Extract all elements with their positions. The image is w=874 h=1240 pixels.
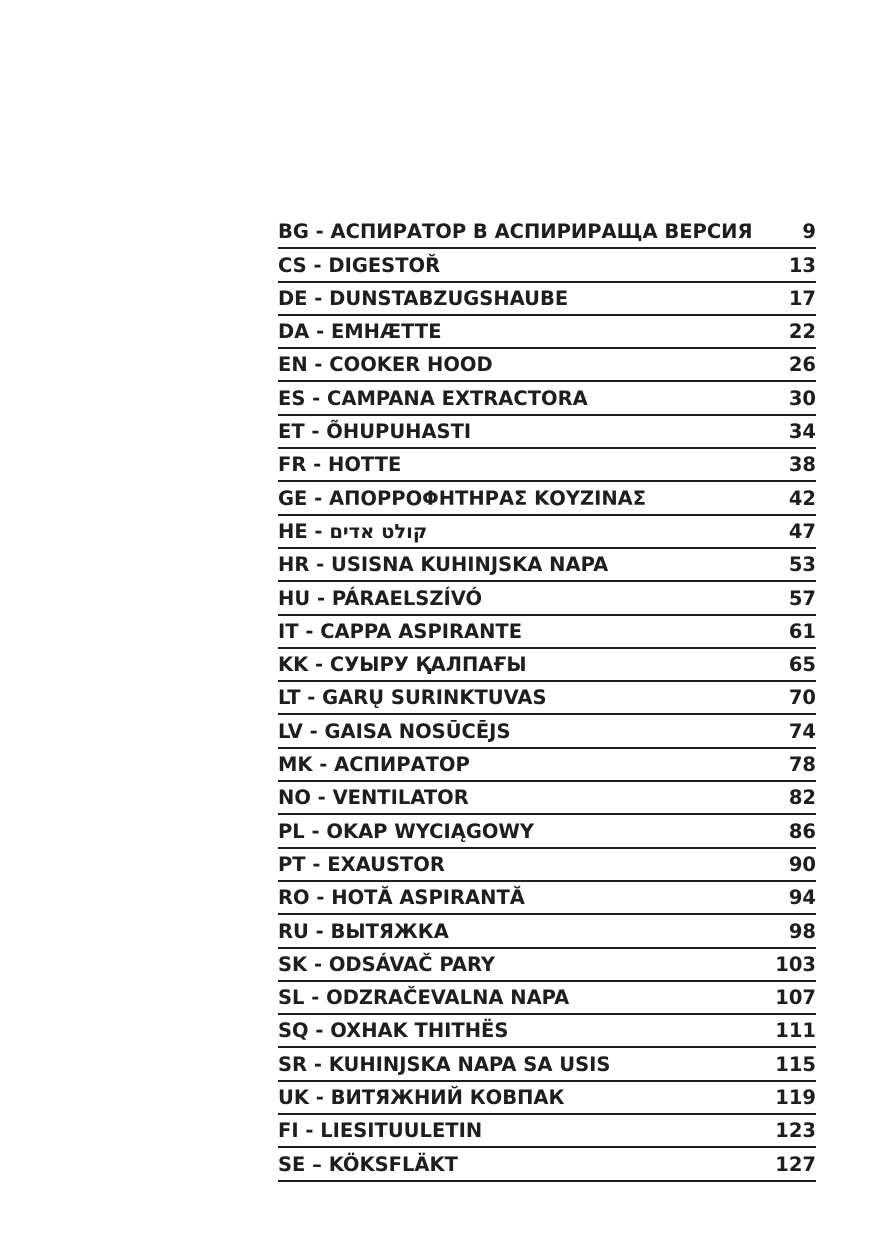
toc-row-sl <box>278 982 816 1015</box>
toc-page-number: 17 <box>788 286 816 310</box>
toc-page-number: 34 <box>788 420 816 444</box>
toc-title: ET - ÕHUPUHASTI <box>278 420 472 444</box>
toc-page-number: 107 <box>775 986 816 1010</box>
toc-title: ES - CAMPANA EXTRACTORA <box>278 386 588 410</box>
toc-page-number: 70 <box>788 686 816 710</box>
table-of-contents <box>278 216 816 1182</box>
toc-row-ge <box>278 482 816 515</box>
toc-title: BG - АСПИРАТОР В АСПИРИРАЩА ВЕРСИЯ <box>278 220 753 244</box>
toc-page-number: 111 <box>775 1019 816 1043</box>
toc-title: PT - EXAUSTOR <box>278 852 445 876</box>
toc-row-pt <box>278 849 816 882</box>
toc-row-lt <box>278 682 816 715</box>
toc-page-number: 90 <box>788 852 816 876</box>
toc-title: LV - GAISA NOSŪCĒJS <box>278 719 511 743</box>
toc-title: DA - EMHÆTTE <box>278 320 442 344</box>
toc-page-number: 42 <box>788 486 816 510</box>
toc-row-ro <box>278 882 816 915</box>
toc-page-number: 123 <box>775 1119 816 1143</box>
toc-title: EN - COOKER HOOD <box>278 353 493 377</box>
toc-title: KK - СУЫРУ ҚАЛПАҒЫ <box>278 653 527 677</box>
toc-page-number: 26 <box>788 353 816 377</box>
toc-page-number: 61 <box>788 619 816 643</box>
toc-title: RU - ВЫТЯЖКА <box>278 919 449 943</box>
toc-row-cs <box>278 249 816 282</box>
toc-page-number: 65 <box>788 653 816 677</box>
toc-page-number: 103 <box>775 952 816 976</box>
toc-title: UK - ВИТЯЖНИЙ КОВПАК <box>278 1086 565 1110</box>
toc-title: LT - GARŲ SURINKTUVAS <box>278 686 547 710</box>
toc-row-fr <box>278 449 816 482</box>
toc-title: MK - АСПИРАТОР <box>278 753 470 777</box>
toc-row-kk <box>278 649 816 682</box>
toc-title: HR - USISNA KUHINJSKA NAPA <box>278 553 609 577</box>
toc-page-number: 119 <box>775 1086 816 1110</box>
toc-row-uk <box>278 1082 816 1115</box>
toc-page-number: 38 <box>788 453 816 477</box>
toc-title: IT - CAPPA ASPIRANTE <box>278 619 523 643</box>
toc-row-sr <box>278 1048 816 1081</box>
toc-page-number: 9 <box>802 220 816 244</box>
toc-page-number: 30 <box>788 386 816 410</box>
toc-page-number: 57 <box>788 586 816 610</box>
toc-title: SL - ODZRAČEVALNA NAPA <box>278 986 570 1010</box>
toc-row-de <box>278 283 816 316</box>
toc-title: FI - LIESITUULETIN <box>278 1119 483 1143</box>
toc-page-number: 86 <box>788 819 816 843</box>
toc-row-lv <box>278 715 816 748</box>
toc-row-hr <box>278 549 816 582</box>
toc-page-number: 127 <box>775 1152 816 1176</box>
toc-page-number: 13 <box>788 253 816 277</box>
toc-row-it <box>278 616 816 649</box>
toc-page-number: 94 <box>788 886 816 910</box>
toc-row-no <box>278 782 816 815</box>
toc-row-he <box>278 516 816 549</box>
toc-row-da <box>278 316 816 349</box>
toc-row-hu <box>278 582 816 615</box>
toc-title: RO - HOTĂ ASPIRANTĂ <box>278 886 525 910</box>
toc-page-number: 78 <box>788 753 816 777</box>
toc-title: HE - קולט אדים <box>278 519 428 543</box>
toc-title: CS - DIGESTOŘ <box>278 253 441 277</box>
toc-title: SR - KUHINJSKA NAPA SA USIS <box>278 1052 611 1076</box>
toc-title: DE - DUNSTABZUGSHAUBE <box>278 286 569 310</box>
toc-page-number: 115 <box>775 1052 816 1076</box>
toc-page-number: 98 <box>788 919 816 943</box>
toc-row-sk <box>278 949 816 982</box>
toc-title: SK - ODSÁVAČ PARY <box>278 952 496 976</box>
toc-page-number: 74 <box>788 719 816 743</box>
toc-title: SE – KÖKSFLÄKT <box>278 1152 458 1176</box>
toc-page-number: 82 <box>788 786 816 810</box>
toc-row-bg <box>278 216 816 249</box>
toc-row-sq <box>278 1015 816 1048</box>
toc-title: HU - PÁRAELSZÍVÓ <box>278 586 483 610</box>
toc-title: FR - HOTTE <box>278 453 402 477</box>
toc-row-pl <box>278 815 816 848</box>
toc-page-number: 47 <box>788 519 816 543</box>
toc-row-fi <box>278 1115 816 1148</box>
toc-page-number: 53 <box>788 553 816 577</box>
toc-row-es <box>278 382 816 415</box>
toc-row-en <box>278 349 816 382</box>
toc-row-mk <box>278 749 816 782</box>
toc-title: NO - VENTILATOR <box>278 786 469 810</box>
toc-row-et <box>278 416 816 449</box>
toc-page-number: 22 <box>788 320 816 344</box>
toc-title: PL - OKAP WYCIĄGOWY <box>278 819 535 843</box>
toc-row-se <box>278 1148 816 1181</box>
toc-title: SQ - OXHAK THITHËS <box>278 1019 509 1043</box>
toc-row-ru <box>278 915 816 948</box>
toc-title: GE - ΑΠΟΡΡΟΦΗΤΗΡΑΣ ΚΟΥΖΙΝΑΣ <box>278 486 647 510</box>
